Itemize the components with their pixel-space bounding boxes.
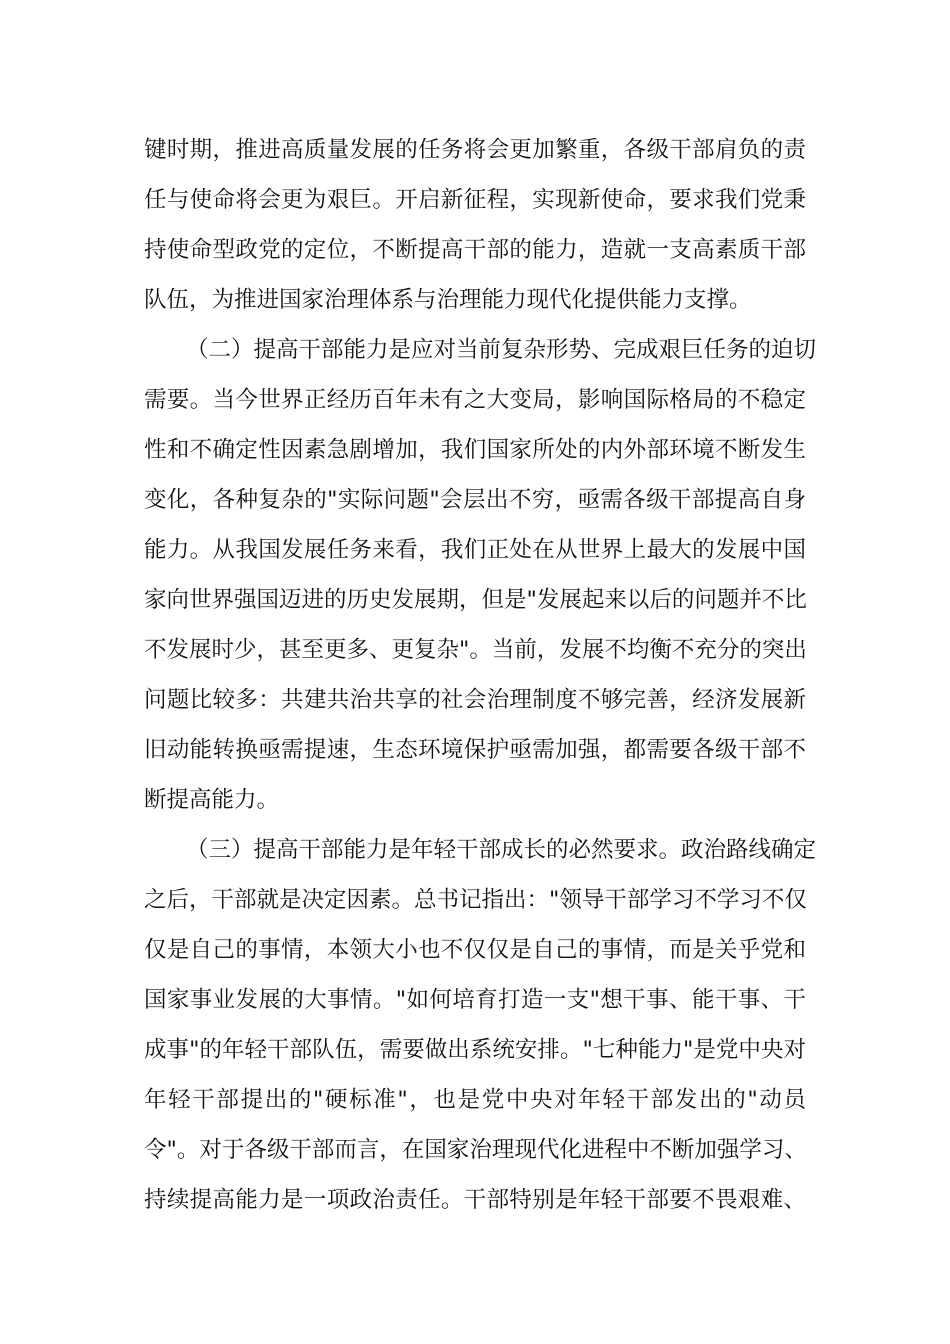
text-line: 持续提高能力是一项政治责任。干部特别是年轻干部要不畏艰难、 [144, 1187, 806, 1213]
text-line: 需要。当今世界正经历百年未有之大变局，影响国际格局的不稳定 [144, 387, 806, 413]
text-line: 家向世界强国迈进的历史发展期，但是"发展起来以后的问题并不比 [144, 587, 807, 613]
section-3-heading-line: （三）提高干部能力是年轻干部成长的必然要求。政治路线确定 [186, 837, 817, 863]
text-line: 年轻干部提出的"硬标准"，也是党中央对年轻干部发出的"动员 [144, 1087, 806, 1113]
text-line: 问题比较多：共建共治共享的社会治理制度不够完善，经济发展新 [144, 687, 806, 713]
text-line: 仅是自己的事情，本领大小也不仅仅是自己的事情，而是关乎党和 [144, 937, 806, 963]
text-line: 成事"的年轻干部队伍，需要做出系统安排。"七种能力"是党中央对 [144, 1037, 806, 1063]
text-line: 旧动能转换亟需提速，生态环境保护亟需加强，都需要各级干部不 [144, 737, 806, 763]
text-line: 任与使命将会更为艰巨。开启新征程，实现新使命，要求我们党秉 [144, 187, 806, 213]
text-line: 队伍，为推进国家治理体系与治理能力现代化提供能力支撑。 [144, 287, 752, 313]
text-line: 性和不确定性因素急剧增加，我们国家所处的内外部环境不断发生 [144, 437, 806, 463]
text-line: 键时期，推进高质量发展的任务将会更加繁重，各级干部肩负的责 [144, 137, 806, 163]
text-line: 国家事业发展的大事情。"如何培育打造一支"想干事、能干事、干 [144, 987, 806, 1013]
text-line: 断提高能力。 [144, 787, 280, 813]
text-line: 之后，干部就是决定因素。总书记指出："领导干部学习不学习不仅 [144, 887, 807, 913]
text-line: 持使命型政党的定位，不断提高干部的能力，造就一支高素质干部 [144, 237, 806, 263]
text-line: 变化，各种复杂的"实际问题"会层出不穷，亟需各级干部提高自身 [144, 487, 806, 513]
section-2-heading-line: （二）提高干部能力是应对当前复杂形势、完成艰巨任务的迫切 [186, 337, 817, 363]
text-line: 令"。对于各级干部而言，在国家治理现代化进程中不断加强学习、 [144, 1137, 807, 1163]
text-line: 不发展时少，甚至更多、更复杂"。当前，发展不均衡不充分的突出 [144, 637, 807, 663]
text-line: 能力。从我国发展任务来看，我们正处在从世界上最大的发展中国 [144, 537, 806, 563]
